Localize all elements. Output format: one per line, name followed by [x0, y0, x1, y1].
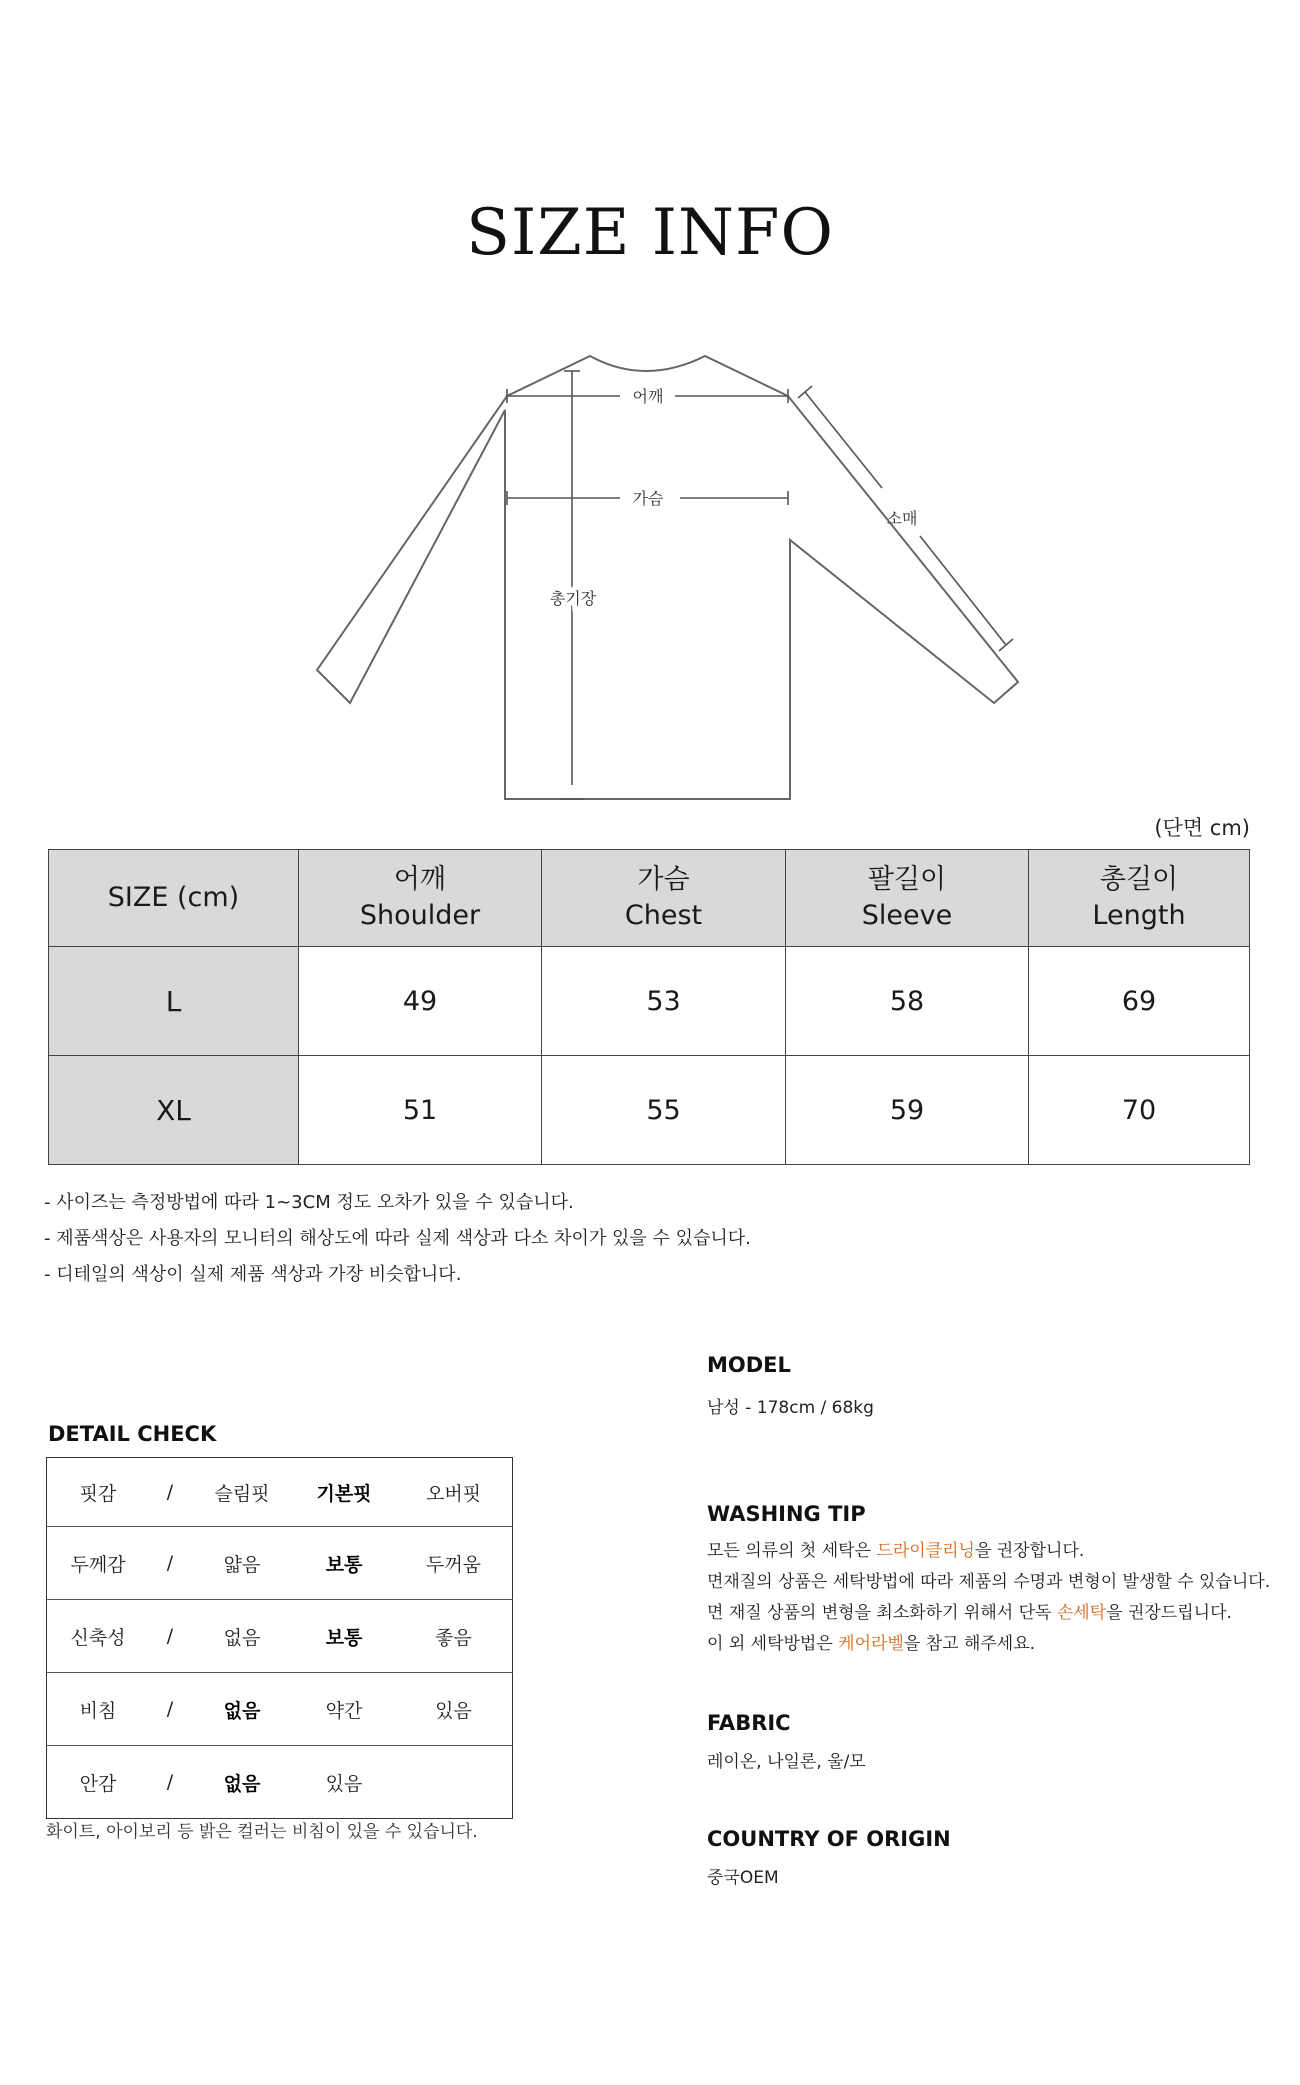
detail-row — [47, 1673, 513, 1746]
unit-note: (단면 cm) — [1154, 816, 1250, 840]
length-measure — [560, 371, 584, 799]
fabric-text: 레이온, 나일론, 울/모 — [707, 1752, 866, 1772]
table-cell: 69 — [1029, 947, 1250, 1056]
fabric-heading: FABRIC — [707, 1711, 791, 1735]
length-label: 총기장 — [549, 589, 597, 608]
detail-option: 오버핏 — [425, 1482, 482, 1505]
text-segment: 면 재질 상품의 변형을 최소화하기 위해서 단독 — [707, 1603, 1057, 1623]
column-en: Length — [1092, 900, 1186, 931]
text-segment: 이 외 세탁방법은 — [707, 1634, 839, 1654]
detail-option-selected: 기본핏 — [316, 1482, 372, 1505]
detail-separator: / — [149, 1673, 191, 1746]
chest-label: 가슴 — [632, 489, 664, 508]
washing-heading: WASHING TIP — [707, 1502, 866, 1526]
note-line: - 제품색상은 사용자의 모니터의 해상도에 따라 실제 색상과 다소 차이가 있을 수 있습니다. — [44, 1228, 751, 1249]
page-title: SIZE INFO — [466, 196, 834, 270]
detail-separator: / — [149, 1527, 191, 1600]
column-en: Sleeve — [861, 900, 953, 931]
shoulder-label: 어깨 — [632, 387, 664, 406]
origin-text: 중국OEM — [707, 1868, 779, 1888]
table-cell: 49 — [299, 947, 542, 1056]
detail-check-table — [46, 1457, 513, 1819]
washing-line: 면재질의 상품은 세탁방법에 따라 제품의 수명과 변형이 발생할 수 있습니다. — [707, 1572, 1271, 1592]
detail-label: 비침 — [47, 1673, 150, 1746]
column-chest — [542, 850, 786, 947]
text-segment: 을 권장합니다. — [974, 1541, 1085, 1561]
table-row — [49, 947, 1250, 1056]
size-table-header — [49, 850, 1250, 947]
table-cell: 51 — [299, 1056, 542, 1165]
detail-option: 얇음 — [191, 1527, 293, 1600]
washing-section — [707, 1502, 1270, 1660]
table-cell: 55 — [542, 1056, 786, 1165]
washing-line — [707, 1536, 1270, 1567]
garment-outline — [317, 356, 1018, 799]
detail-option: 두꺼움 — [395, 1527, 513, 1600]
detail-option: 있음 — [395, 1673, 513, 1746]
detail-option: 슬림핏 — [214, 1482, 270, 1505]
detail-row — [47, 1527, 513, 1600]
column-kr: 어깨 — [393, 863, 447, 895]
column-en: Shoulder — [359, 900, 481, 931]
fabric-section — [707, 1711, 866, 1778]
table-row — [49, 1056, 1250, 1165]
highlight-text: 케어라벨 — [838, 1634, 904, 1654]
highlight-text: 드라이클리닝 — [876, 1541, 975, 1561]
detail-option-selected: 보통 — [293, 1527, 395, 1600]
detail-option-selected: 없음 — [191, 1746, 293, 1819]
text-segment: 모든 의류의 첫 세탁은 — [707, 1541, 877, 1561]
column-kr: 팔길이 — [867, 863, 947, 895]
detail-check-title: DETAIL CHECK — [48, 1422, 217, 1446]
table-cell: 59 — [786, 1056, 1029, 1165]
detail-option-selected: 없음 — [191, 1673, 293, 1746]
column-shoulder — [299, 850, 542, 947]
detail-row — [47, 1746, 513, 1819]
size-label: XL — [49, 1056, 299, 1165]
highlight-text: 손세탁 — [1056, 1603, 1107, 1623]
detail-separator: / — [149, 1746, 191, 1819]
sleeve-label: 소매 — [886, 509, 918, 528]
detail-option: 있음 — [293, 1746, 395, 1819]
table-cell: 58 — [786, 947, 1029, 1056]
detail-label: 안감 — [47, 1746, 150, 1819]
column-kr: 가슴 — [637, 863, 690, 895]
size-label: L — [49, 947, 299, 1056]
size-corner-cell: SIZE (cm) — [49, 850, 299, 947]
text-segment: 을 권장드립니다. — [1106, 1603, 1232, 1623]
column-sleeve — [786, 850, 1029, 947]
table-cell: 53 — [542, 947, 786, 1056]
detail-label: 신축성 — [47, 1600, 150, 1673]
origin-heading: COUNTRY OF ORIGIN — [707, 1827, 951, 1851]
model-heading: MODEL — [707, 1353, 791, 1377]
detail-option: 좋음 — [395, 1600, 513, 1673]
detail-label: 핏감 — [79, 1482, 117, 1505]
detail-option-selected: 보통 — [293, 1600, 395, 1673]
detail-row — [47, 1458, 513, 1527]
garment-diagram — [300, 340, 1040, 810]
model-section — [707, 1353, 874, 1424]
detail-check-note: 화이트, 아이보리 등 밝은 컬러는 비침이 있을 수 있습니다. — [46, 1822, 478, 1842]
detail-separator: / — [166, 1481, 174, 1503]
column-kr: 총길이 — [1099, 863, 1179, 895]
detail-option — [395, 1746, 513, 1819]
detail-label: 두께감 — [47, 1527, 150, 1600]
detail-option: 없음 — [191, 1600, 293, 1673]
note-line: - 사이즈는 측정방법에 따라 1~3CM 정도 오차가 있을 수 있습니다. — [44, 1192, 574, 1213]
column-en: Chest — [624, 900, 703, 931]
table-cell: 70 — [1029, 1056, 1250, 1165]
origin-section — [707, 1827, 951, 1894]
size-notes — [44, 1185, 751, 1293]
detail-option: 약간 — [293, 1673, 395, 1746]
model-text: 남성 - 178cm / 68kg — [707, 1398, 874, 1418]
washing-line — [707, 1598, 1270, 1629]
detail-row — [47, 1600, 513, 1673]
column-length — [1029, 850, 1250, 947]
washing-line — [707, 1629, 1270, 1660]
text-segment: 을 참고 해주세요. — [903, 1634, 1036, 1654]
size-table — [48, 849, 1250, 1165]
detail-separator: / — [149, 1600, 191, 1673]
note-line: - 디테일의 색상이 실제 제품 색상과 가장 비슷합니다. — [44, 1264, 462, 1285]
